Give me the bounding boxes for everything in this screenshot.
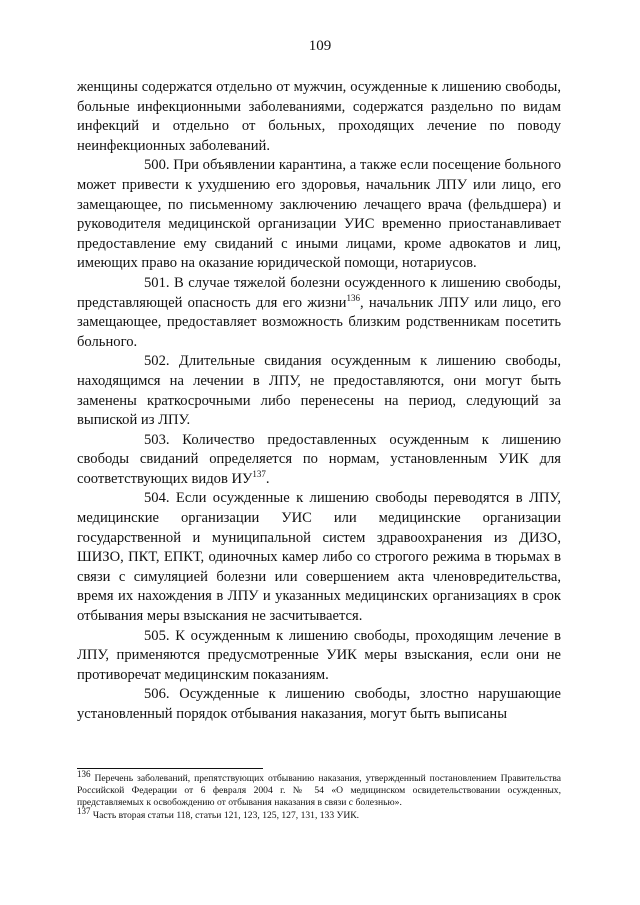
paragraph-continued: женщины содержатся отдельно от мужчин, осужденные к лишению свободы, больные инфекционными заболеваниями, содержатся раздельно по видам инфекций и отдельно от больных, проходящих лечение по поводу неинфекционных заболеваний. [77,79,561,154]
paragraph-500: 500. При объявлении карантина, а также если посещение больного может привести к ухудшению его здоровья, начальник ЛПУ или лицо, его замещающее, по письменному заключению лечащего врача (фельдшера) и руководителя медицинской организации УИС временно приостанавливает предоставление ему свиданий с иными лицами, кроме адвокатов и лиц, имеющих право на оказание юридической помощи, нотариусов. [77,157,561,272]
body-text [77,78,561,725]
paragraph-501 [77,274,561,352]
paragraph-502: 502. Длительные свидания осужденным к лишению свободы, находящимся на лечении в ЛПУ, не предоставляются, они могут быть заменены краткосрочными либо перенесены на период, следующий за выпиской из ЛПУ. [77,353,561,429]
paragraph-506: 506. Осужденные к лишению свободы, злостно нарушающие установленный порядок отбывания наказания, могут быть выписаны [77,686,561,722]
footnote-136-number: 136 [77,768,91,779]
page-number: 109 [308,38,332,54]
paragraph-504: 504. Если осужденные к лишению свободы переводятся в ЛПУ, медицинские организации УИС или медицинские организации государственной и муниципальной систем здравоохранения из ДИЗО, ШИЗО, ПКТ, ЕПКТ, одиночных камер либо со строгого режима в тюрьмах в связи с симуляцией болезни или совершением акта членовредительства, время их нахождения в ЛПУ и указанных медицинских организациях в срок отбывания меры взыскания не засчитывается. [77,490,561,625]
footnote-ref-136[interactable]: 136 [346,292,360,303]
paragraph-503 [77,431,561,490]
footnote-137 [77,805,561,822]
footnote-136 [77,768,561,810]
paragraph-505: 505. К осужденным к лишению свободы, проходящим лечение в ЛПУ, применяются предусмотренные УИК меры взыскания, если они не противоречат медицинским показаниям. [77,627,561,683]
footnotes [77,768,561,822]
footnote-137-number: 137 [77,805,91,816]
footnote-divider [77,768,263,769]
paragraph-501-end: , начальник ЛПУ или лицо, его замещающее, предоставляет возможность близким родственникам посетить больного. [77,294,561,350]
paragraph-503-end: . [265,470,270,487]
footnote-136-text: Перечень заболеваний, препятствующих отбыванию наказания, утвержденный постановлением Правительства Российской Федерации от 6 февраля 2004 г. № 54 «О медицинском освидетельствовании осужденных, представляемых к освобождению от отбывания наказания в связи с болезнью». [77,773,561,809]
footnote-137-text: Часть вторая статьи 118, статьи 121, 123, 125, 127, 131, 133 УИК. [90,809,360,821]
footnote-ref-137[interactable]: 137 [252,469,266,480]
paragraph-501-start: 501. В случае тяжелой болезни осужденного к лишению свободы, представляющей опасность для его жизни [77,274,561,311]
paragraph-503-start: 503. Количество предоставленных осужденным к лишению свободы свиданий определяется по нормам, установленным УИК для соответствующих видов ИУ [77,431,561,487]
